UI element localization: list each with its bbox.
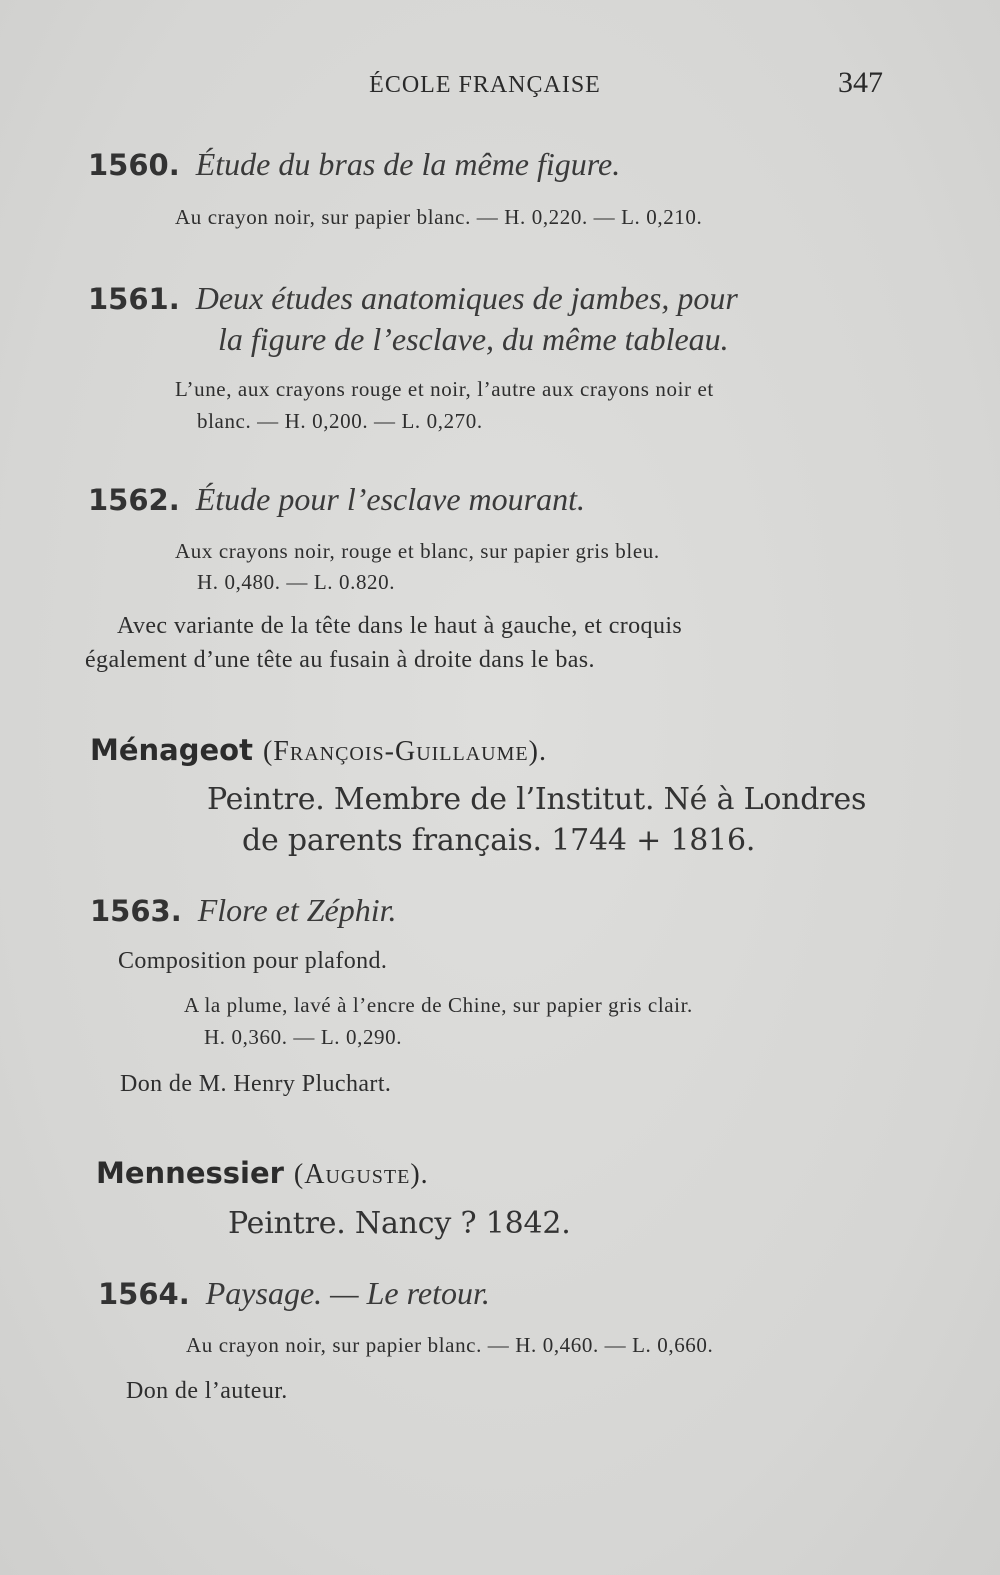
artist-menageot-heading <box>90 733 547 768</box>
artist-surname: Ménageot <box>90 733 253 767</box>
entry-1563-note-line2: H. 0,360. — L. 0,290. <box>204 1025 403 1049</box>
entry-number: 1562. <box>88 483 180 517</box>
entry-title: Flore et Zéphir. <box>197 892 397 928</box>
entry-title: Deux études anatomiques de jambes, pour <box>195 280 738 316</box>
artist-menageot-bio-line1: Peintre. Membre de l’Institut. Né à Londres <box>207 782 867 817</box>
artist-surname: Mennessier <box>96 1156 284 1190</box>
artist-mennessier-heading <box>96 1156 429 1191</box>
entry-1562-remark-line2: également d’une tête au fusain à droite dans le bas. <box>85 647 595 673</box>
entry-number: 1563. <box>90 894 182 928</box>
entry-1561-note-line2: blanc. — H. 0,200. — L. 0,270. <box>197 409 483 433</box>
entry-1563-heading <box>90 892 397 929</box>
entry-1563-note-line1: A la plume, lavé à l’encre de Chine, sur papier gris clair. <box>184 993 693 1017</box>
artist-mennessier-bio: Peintre. Nancy ? 1842. <box>228 1206 571 1241</box>
entry-title: Paysage. — Le retour. <box>205 1275 490 1311</box>
entry-1562-note-line1: Aux crayons noir, rouge et blanc, sur papier gris bleu. <box>175 539 660 563</box>
entry-1560-heading <box>88 146 620 183</box>
entry-1564-heading <box>98 1275 490 1312</box>
entry-1561-heading <box>88 280 738 317</box>
entry-1562-remark-line1: Avec variante de la tête dans le haut à gauche, et croquis <box>117 613 683 639</box>
entry-1564-donation: Don de l’auteur. <box>126 1378 288 1404</box>
entry-1563-subtitle: Composition pour plafond. <box>118 948 388 974</box>
entry-1561-note-line1: L’une, aux crayons rouge et noir, l’autre aux crayons noir et <box>175 377 714 401</box>
entry-1562-note-line2: H. 0,480. — L. 0.820. <box>197 570 396 594</box>
artist-given-names: (Auguste). <box>293 1159 429 1190</box>
artist-given-names: (François-Guillaume). <box>262 736 547 767</box>
page-number: 347 <box>838 66 883 99</box>
entry-title: Étude du bras de la même figure. <box>195 146 621 182</box>
entry-1563-donation: Don de M. Henry Pluchart. <box>120 1071 392 1097</box>
entry-1560-note: Au crayon noir, sur papier blanc. — H. 0,220. — L. 0,210. <box>175 205 703 229</box>
entry-1564-note: Au crayon noir, sur papier blanc. — H. 0,460. — L. 0,660. <box>186 1333 714 1357</box>
entry-number: 1564. <box>98 1277 190 1311</box>
running-header: ÉCOLE FRANÇAISE <box>369 72 601 98</box>
entry-title: Étude pour l’esclave mourant. <box>195 481 585 517</box>
entry-1561-title-continued: la figure de l’esclave, du même tableau. <box>218 321 729 357</box>
entry-number: 1560. <box>88 148 180 182</box>
entry-number: 1561. <box>88 282 180 316</box>
entry-1562-heading <box>88 481 585 518</box>
artist-menageot-bio-line2: de parents français. 1744 + 1816. <box>242 823 756 858</box>
